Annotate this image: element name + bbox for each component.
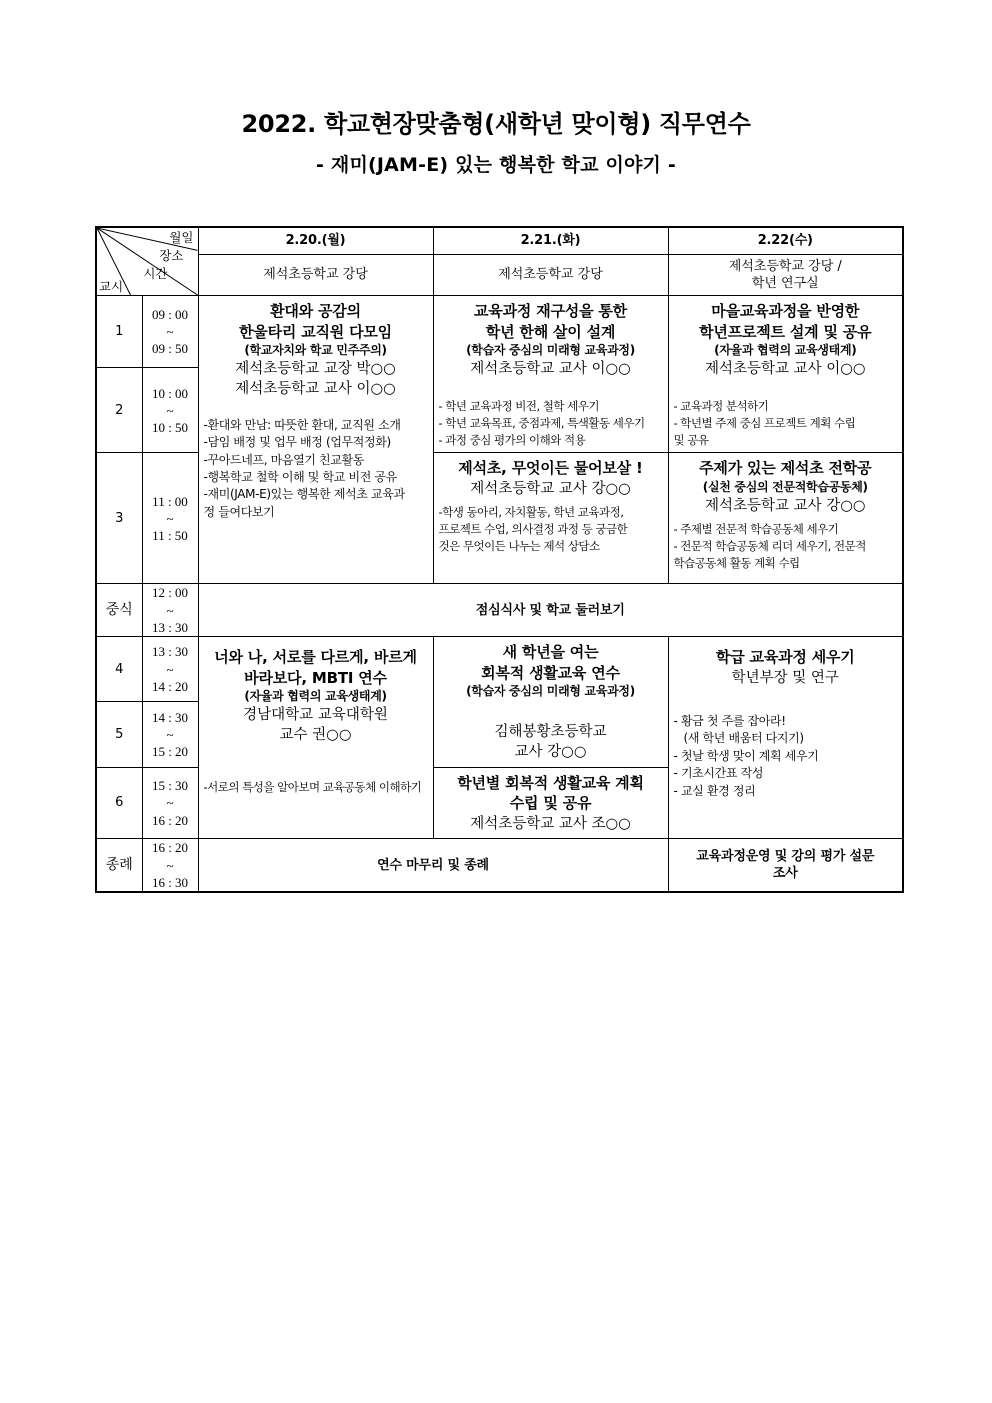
time-end-3: 11 : 50	[152, 528, 188, 544]
wed-afternoon-bullet-3: - 첫날 학생 맞이 계획 세우기	[673, 748, 819, 763]
wed-p3-bullet-3: 학습공동체 활동 계획 수립	[673, 555, 800, 570]
page-subtitle: - 재미(JAM-E) 있는 행복한 학교 이야기 -	[315, 154, 677, 177]
session-wed-p3	[668, 453, 903, 584]
wed-p12-presenter-1: 제석초등학교 교사 이○○	[704, 361, 866, 378]
mon-morning-bullet-5: -재미(JAM-E)있는 행복한 제석초 교육과	[203, 487, 405, 502]
session-closing-mon-tue: 연수 마무리 및 종례	[198, 839, 668, 892]
wed-p12-title-line1: 마을교육과정을 반영한	[711, 302, 860, 320]
period-label-5: 5	[96, 702, 142, 767]
table-row-closing	[96, 839, 903, 892]
place-tue-line1: 제석초등학교 강당	[498, 267, 603, 283]
session-mon-afternoon-body	[199, 637, 433, 750]
tue-p3-title-line1: 제석초, 무엇이든 물어보살 !	[458, 459, 643, 478]
session-wed-p12-body	[669, 296, 903, 383]
day-header-mon: 2.20.(월)	[198, 227, 433, 255]
wed-p3-bullets	[669, 518, 903, 575]
period-label-closing: 종례	[96, 839, 142, 892]
wed-afternoon-bullet-4: - 기초시간표 작성	[673, 766, 764, 781]
time-end-lunch: 13 : 30	[151, 619, 189, 635]
wed-p3-presenter-1: 제석초등학교 교사 강○○	[704, 497, 866, 514]
session-tue-p3	[433, 453, 668, 584]
mon-morning-bullet-3: -꾸아드네프, 마음열기 친교활동	[203, 452, 365, 467]
time-sep-1: ~	[166, 324, 174, 340]
title-block	[0, 108, 992, 179]
mon-afternoon-title-line2: 바라보다, MBTI 연수	[244, 668, 387, 687]
place-mon-line1: 제석초등학교 강당	[263, 267, 368, 283]
table-row-period-4	[96, 636, 903, 701]
corner-label-date: 월일	[169, 230, 194, 245]
time-start-1: 09 : 00	[151, 307, 189, 322]
tue-p3-bullet-1: -학생 동아리, 자치활동, 학년 교육과정,	[438, 505, 624, 520]
period-label-1: 1	[96, 296, 142, 368]
wed-p12-subtitle: (자율과 협력의 교육생태계)	[714, 343, 857, 358]
wed-p3-title-line1: 주제가 있는 제석초 전학공	[699, 459, 872, 478]
tue-p45-title-line2: 회복적 생활교육 연수	[481, 663, 620, 682]
time-end-4: 14 : 20	[151, 678, 189, 694]
time-sep-6: ~	[166, 795, 174, 811]
time-start-4: 13 : 30	[151, 644, 189, 660]
place-header-mon	[198, 255, 433, 296]
session-wed-afternoon	[668, 636, 903, 838]
session-mon-morning	[198, 296, 433, 584]
wed-p12-bullets	[669, 395, 903, 452]
place-wed-line1: 제석초등학교 강당 /	[728, 258, 842, 274]
mon-morning-subtitle: (학교자치와 학교 민주주의)	[244, 343, 387, 358]
day-header-wed: 2.22(수)	[668, 227, 903, 255]
tue-p45-subtitle: (학습자 중심의 미래형 교육과정)	[466, 684, 635, 699]
time-start-3: 11 : 00	[152, 493, 188, 509]
wed-afternoon-presenter-1: 학년부장 및 연구	[731, 669, 839, 686]
tue-p6-title-line1: 학년별 회복적 생활교육 계획	[457, 773, 644, 792]
time-end-6: 16 : 20	[151, 812, 189, 828]
tue-p12-bullet-3: - 과정 중심 평가의 이해와 적용	[438, 432, 586, 447]
period-time-closing	[142, 839, 198, 892]
period-label-4: 4	[96, 636, 142, 701]
session-mon-afternoon	[198, 636, 433, 838]
session-wed-afternoon-body	[669, 637, 903, 692]
time-sep-2: ~	[166, 402, 174, 418]
period-label-6: 6	[96, 767, 142, 839]
time-start-lunch: 12 : 00	[151, 585, 189, 601]
period-time-3	[142, 453, 198, 584]
closing-wed-line2: 조사	[772, 866, 798, 882]
tue-p12-bullets	[434, 395, 668, 452]
mon-afternoon-presenter-1: 경남대학교 교육대학원	[243, 707, 388, 724]
wed-p3-bullet-2: - 전문적 학습공동체 리더 세우기, 전문적	[673, 538, 866, 553]
wed-p3-bullet-1: - 주제별 전문적 학습공동체 세우기	[673, 522, 839, 537]
time-sep-closing: ~	[166, 857, 174, 873]
wed-p12-bullet-1: - 교육과정 분석하기	[673, 399, 769, 414]
tue-p45-presenter-2: 교사 강○○	[514, 744, 587, 761]
session-tue-p12	[433, 296, 668, 453]
wed-afternoon-bullet-2: (새 학년 배움터 다지기)	[683, 731, 804, 746]
place-wed-line2: 학년 연구실	[751, 276, 819, 291]
wed-afternoon-bullet-5: - 교실 환경 정리	[673, 783, 756, 798]
mon-afternoon-bullets	[199, 776, 433, 800]
corner-label-place: 장소	[159, 248, 184, 263]
period-time-1	[142, 296, 198, 368]
place-header-tue	[433, 255, 668, 296]
session-tue-p12-body	[434, 296, 668, 383]
wed-p12-bullet-3: 및 공유	[673, 432, 709, 447]
tue-p12-presenter-1: 제석초등학교 교사 이○○	[470, 361, 631, 378]
time-end-5: 15 : 20	[151, 744, 189, 760]
session-tue-p3-body	[434, 453, 668, 501]
corner-label-time: 시간	[143, 266, 168, 281]
tue-p3-bullet-3: 것은 무엇이든 나누는 제석 상담소	[438, 538, 600, 553]
period-label-lunch: 중식	[96, 584, 142, 636]
table-header-row-dates	[96, 227, 903, 255]
mon-morning-presenter-1: 제석초등학교 교장 박○○	[235, 361, 396, 378]
tue-p6-presenter-1: 제석초등학교 교사 조○○	[470, 816, 631, 833]
tue-p12-title-line2: 학년 한해 살이 설계	[485, 322, 616, 341]
place-header-wed	[668, 255, 903, 296]
closing-wed-line1: 교육과정운영 및 강의 평가 설문	[696, 848, 875, 864]
session-wed-p12	[668, 296, 903, 453]
session-tue-p45	[433, 636, 668, 767]
tue-p12-bullet-2: - 학년 교육목표, 중점과제, 특색활동 세우기	[438, 416, 645, 431]
tue-p12-subtitle: (학습자 중심의 미래형 교육과정)	[466, 343, 635, 358]
wed-p12-bullet-2: - 학년별 주제 중심 프로젝트 계획 수립	[673, 416, 856, 431]
mon-morning-bullet-2: -담임 배정 및 업무 배정 (업무적정화)	[203, 435, 391, 450]
time-start-closing: 16 : 20	[151, 840, 189, 856]
time-sep-3: ~	[166, 510, 174, 526]
wed-afternoon-title-line1: 학급 교육과정 세우기	[715, 647, 855, 666]
session-mon-morning-body	[199, 296, 433, 404]
wed-p3-subtitle: (실천 중심의 전문적학습공동체)	[702, 480, 868, 495]
tue-p45-title-line1: 새 학년을 여는	[502, 642, 599, 661]
mon-afternoon-presenter-2: 교수 권○○	[279, 727, 352, 744]
schedule-table-wrapper	[95, 226, 903, 893]
tue-p6-title-line2: 수립 및 공유	[509, 794, 592, 813]
tue-p3-presenter-1: 제석초등학교 교사 강○○	[470, 481, 631, 498]
wed-afternoon-bullets	[669, 710, 903, 804]
tue-p12-bullet-1: - 학년 교육과정 비전, 철학 세우기	[438, 399, 599, 414]
period-time-lunch	[142, 584, 198, 636]
session-tue-p45-body	[434, 637, 668, 767]
mon-afternoon-bullet-1: -서로의 특성을 알아보며 교육공동체 이해하기	[203, 779, 422, 794]
day-header-tue: 2.21.(화)	[433, 227, 668, 255]
time-start-6: 15 : 30	[151, 778, 189, 794]
tue-p12-title-line1: 교육과정 재구성을 통한	[474, 302, 627, 320]
period-time-4	[142, 636, 198, 701]
table-row-lunch	[96, 584, 903, 636]
wed-p12-title-line2: 학년프로젝트 설계 및 공유	[699, 322, 872, 341]
mon-morning-bullets	[199, 414, 433, 525]
mon-morning-title-line1: 환대와 공감의	[270, 302, 361, 320]
mon-morning-bullet-4: -행복학교 철학 이해 및 학교 비전 공유	[203, 469, 397, 484]
time-start-5: 14 : 30	[151, 709, 189, 725]
table-row-period-1	[96, 296, 903, 368]
tue-p3-bullet-2: 프로젝트 수업, 의사결정 과정 등 궁금한	[438, 522, 628, 537]
corner-label-period: 교시	[99, 278, 124, 294]
mon-afternoon-subtitle: (자율과 협력의 교육생태계)	[244, 689, 387, 704]
wed-afternoon-bullet-1: - 황금 첫 주를 잡아라!	[673, 713, 786, 728]
session-wed-p3-body	[669, 453, 903, 518]
tue-p45-presenter-1: 김해봉황초등학교	[494, 724, 607, 741]
session-closing-wed	[668, 839, 903, 892]
time-sep-lunch: ~	[166, 602, 174, 618]
schedule-table	[95, 226, 904, 893]
time-sep-5: ~	[166, 726, 174, 742]
corner-header-cell	[96, 227, 198, 296]
period-label-2: 2	[96, 368, 142, 453]
mon-afternoon-title-line1: 너와 나, 서로를 다르게, 바르게	[214, 647, 417, 666]
time-start-2: 10 : 00	[151, 385, 189, 401]
mon-morning-bullet-6: 정 들여다보기	[203, 504, 275, 519]
mon-morning-bullet-1: -환대와 만남: 따뜻한 환대, 교직원 소개	[203, 417, 401, 432]
period-time-5	[142, 702, 198, 767]
period-label-3: 3	[96, 453, 142, 584]
session-tue-p6	[433, 767, 668, 839]
mon-morning-title-line2: 한울타리 교직원 다모임	[239, 322, 392, 341]
session-tue-p6-body	[434, 768, 668, 839]
table-header-row-places	[96, 255, 903, 296]
time-end-1: 09 : 50	[151, 341, 189, 357]
time-end-closing: 16 : 30	[151, 874, 189, 890]
period-time-6	[142, 767, 198, 839]
page-title: 2022. 학교현장맞춤형(새학년 맞이형) 직무연수	[241, 110, 751, 138]
time-sep-4: ~	[166, 661, 174, 677]
mon-morning-presenter-2: 제석초등학교 교사 이○○	[235, 381, 396, 398]
period-time-2	[142, 368, 198, 453]
tue-p3-bullets	[434, 501, 668, 558]
time-end-2: 10 : 50	[151, 420, 189, 436]
session-lunch-all-days: 점심식사 및 학교 둘러보기	[198, 584, 903, 636]
